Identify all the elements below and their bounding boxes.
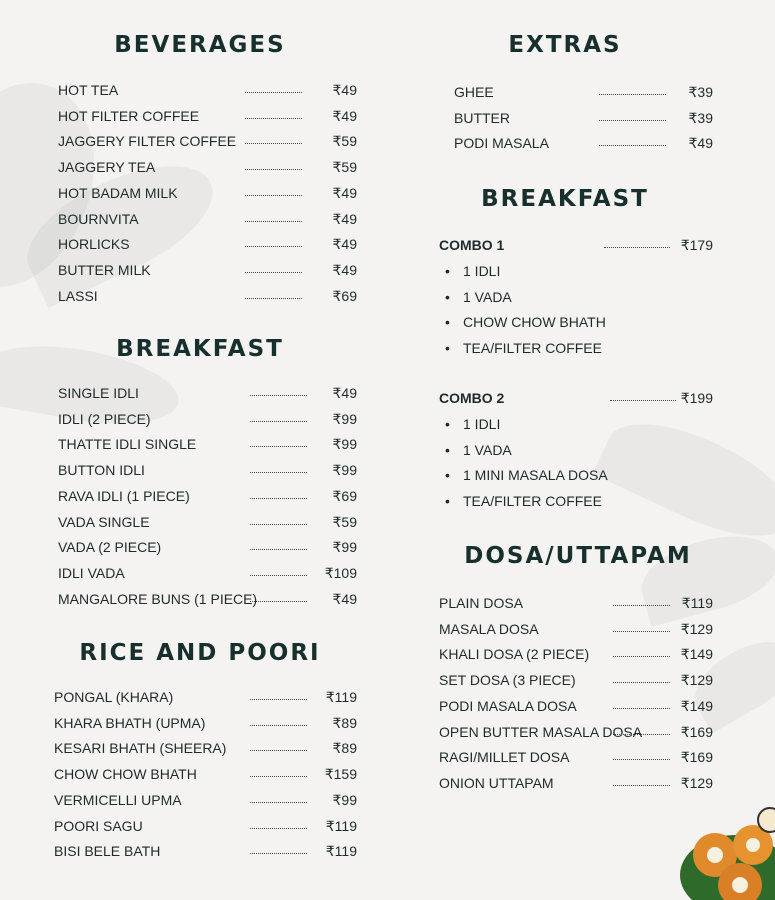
- menu-item-name: MASALA DOSA: [439, 620, 539, 637]
- menu-item-name: PODI MASALA: [454, 135, 549, 151]
- menu-item-price: ₹39: [688, 109, 713, 126]
- menu-item-price: ₹49: [332, 385, 357, 401]
- dotted-leader: [245, 221, 302, 222]
- combo-item: • TEA/FILTER COFFEE: [463, 340, 602, 356]
- menu-item-name: OPEN BUTTER MASALA DOSA: [439, 723, 643, 740]
- menu-item-price: ₹59: [332, 133, 357, 150]
- menu-item-price: ₹49: [332, 107, 357, 124]
- dotted-leader: [245, 246, 302, 247]
- menu-item-price: ₹59: [332, 159, 357, 176]
- menu-item-price: ₹119: [325, 689, 357, 705]
- menu-item-price: ₹59: [332, 513, 357, 530]
- menu-item-name: PLAIN DOSA: [439, 595, 524, 611]
- menu-item-price: ₹149: [680, 697, 713, 714]
- menu-item-name: MANGALORE BUNS (1 PIECE): [58, 590, 258, 607]
- combo-item: • TEA/FILTER COFFEE: [463, 493, 602, 509]
- menu-item-name: BOURNVITA: [58, 210, 139, 227]
- menu-item-price: ₹129: [680, 620, 713, 637]
- menu-item-name: KHARA BHATH (UPMA): [54, 714, 206, 731]
- menu-item-name: JAGGERY TEA: [58, 159, 156, 176]
- section-title-dosa-uttapam: DOSA/UTTAPAM: [464, 543, 692, 569]
- menu-item-price: ₹149: [680, 646, 713, 663]
- dotted-leader: [245, 169, 302, 170]
- section-title-beverages: BEVERAGES: [114, 32, 286, 58]
- combo-item: • CHOW CHOW BHATH: [463, 314, 606, 330]
- menu-item-name: RAGI/MILLET DOSA: [439, 749, 570, 766]
- menu-item-name: VADA SINGLE: [58, 513, 150, 530]
- section-title-extras: EXTRAS: [508, 32, 622, 58]
- menu-item-name: BUTTER MILK: [58, 261, 151, 278]
- menu-item-name: SET DOSA (3 PIECE): [439, 672, 576, 689]
- menu-item-price: ₹69: [332, 487, 357, 504]
- menu-item-name: ONION UTTAPAM: [439, 774, 554, 791]
- menu-item-price: ₹99: [332, 539, 357, 556]
- menu-item-name: PODI MASALA DOSA: [439, 697, 577, 714]
- menu-item-price: ₹119: [325, 843, 357, 860]
- menu-item-name: BISI BELE BATH: [54, 843, 161, 860]
- menu-item-price: ₹129: [680, 672, 713, 689]
- menu-item-price: ₹119: [325, 817, 357, 834]
- menu-item-price: ₹89: [332, 714, 357, 731]
- menu-item-name: KHALI DOSA (2 PIECE): [439, 646, 590, 663]
- menu-item-name: HOT FILTER COFFEE: [58, 107, 200, 124]
- dotted-leader: [245, 143, 302, 144]
- menu-item-price: ₹39: [688, 84, 713, 100]
- menu-item-name: HOT BADAM MILK: [58, 184, 178, 201]
- menu-item-name: BUTTER: [454, 109, 510, 126]
- menu-item-price: ₹109: [324, 564, 357, 581]
- menu-item-price: ₹119: [681, 595, 713, 611]
- dotted-leader: [245, 92, 302, 93]
- menu-item-name: KESARI BHATH (SHEERA): [54, 740, 227, 757]
- combo-item: • 1 VADA: [463, 289, 512, 305]
- combo-title: COMBO 1: [439, 237, 505, 253]
- menu-item-price: ₹49: [332, 236, 357, 253]
- menu-item-price: ₹99: [332, 791, 357, 808]
- menu-item-price: ₹49: [332, 590, 357, 607]
- menu-item-name: SINGLE IDLI: [58, 385, 139, 401]
- leaf-decoration: [592, 401, 775, 558]
- dotted-leader: [245, 298, 302, 299]
- menu-item-name: LASSI: [58, 287, 98, 304]
- menu-item-name: VERMICELLI UPMA: [54, 791, 182, 808]
- menu-item-price: ₹169: [680, 749, 713, 766]
- section-title-rice-and-poori: RICE AND POORI: [79, 640, 321, 666]
- menu-item-name: THATTE IDLI SINGLE: [58, 436, 197, 453]
- food-illustration: [665, 800, 775, 900]
- dotted-leader: [245, 272, 302, 273]
- menu-item-name: IDLI VADA: [58, 564, 125, 581]
- menu-item-price: ₹99: [332, 410, 357, 427]
- menu-item-name: VADA (2 PIECE): [58, 539, 162, 556]
- dotted-leader: [245, 118, 302, 119]
- menu-item-price: ₹129: [680, 774, 713, 791]
- menu-item-price: ₹49: [332, 261, 357, 278]
- menu-item-price: ₹49: [332, 210, 357, 227]
- menu-item-name: JAGGERY FILTER COFFEE: [58, 133, 237, 150]
- menu-item-price: ₹49: [332, 184, 357, 201]
- section-title-breakfast: BREAKFAST: [116, 336, 284, 362]
- menu-item-price: ₹89: [332, 740, 357, 757]
- menu-item-price: ₹99: [332, 462, 357, 479]
- menu-item-name: RAVA IDLI (1 PIECE): [58, 487, 190, 504]
- menu-item-name: PONGAL (KHARA): [54, 689, 174, 705]
- combo-price: ₹199: [680, 390, 713, 406]
- combo-item: • 1 MINI MASALA DOSA: [463, 467, 608, 483]
- menu-item-price: ₹169: [680, 723, 713, 740]
- menu-item-price: ₹99: [332, 436, 357, 453]
- menu-item-name: HORLICKS: [58, 236, 130, 253]
- combo-price: ₹179: [680, 237, 713, 253]
- combo-item: • 1 VADA: [463, 442, 512, 458]
- menu-item-name: POORI SAGU: [54, 817, 143, 834]
- menu-item-name: GHEE: [454, 84, 494, 100]
- combo-item: • 1 IDLI: [463, 263, 500, 279]
- combo-title: COMBO 2: [439, 390, 505, 406]
- menu-item-name: CHOW CHOW BHATH: [54, 766, 197, 783]
- menu-item-price: ₹49: [688, 135, 713, 151]
- section-title-breakfast-combos: BREAKFAST: [481, 186, 649, 212]
- menu-item-name: HOT TEA: [58, 82, 119, 98]
- menu-item-price: ₹69: [332, 287, 357, 304]
- dotted-leader: [245, 195, 302, 196]
- menu-item-name: BUTTON IDLI: [58, 462, 145, 479]
- menu-item-name: IDLI (2 PIECE): [58, 410, 151, 427]
- menu-item-price: ₹49: [332, 82, 357, 98]
- leaf-decoration: [633, 523, 775, 627]
- menu-item-price: ₹159: [324, 766, 357, 783]
- combo-item: • 1 IDLI: [463, 416, 500, 432]
